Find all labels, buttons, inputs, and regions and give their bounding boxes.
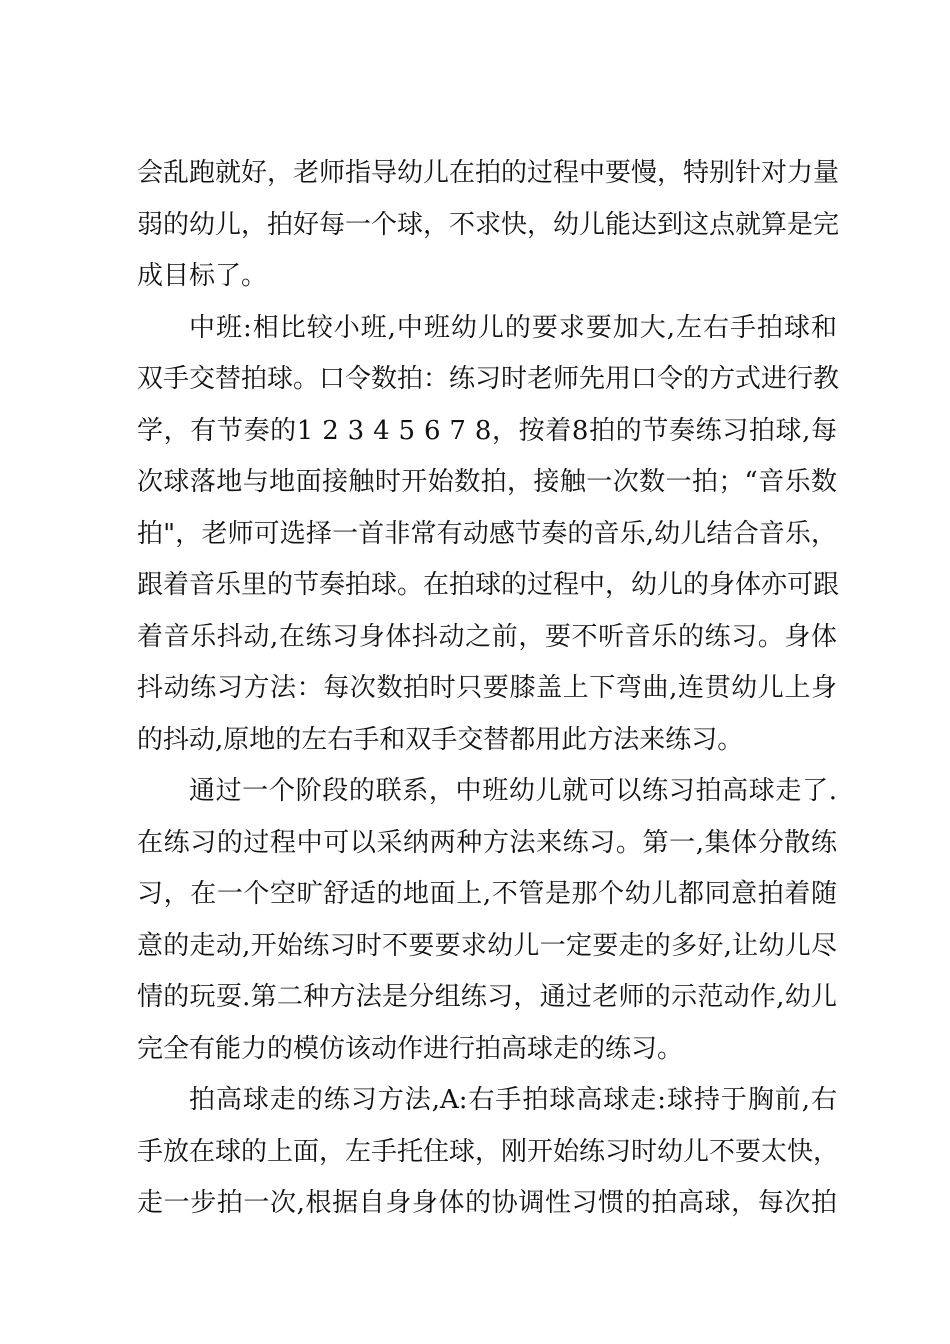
text-line: 着音乐抖动,在练习身体抖动之前，要不听音乐的练习。身体 <box>137 621 837 652</box>
text-line: 弱的幼儿，拍好每一个球，不求快，幼儿能达到这点就算是完 <box>137 209 840 240</box>
text-line: 手放在球的上面，左手托住球，刚开始练习时幼儿不要太快， <box>137 1136 840 1167</box>
text-line: 拍"，老师可选择一首非常有动感节奏的音乐,幼儿结合音乐， <box>137 518 837 549</box>
text-line: 通过一个阶段的联系，中班幼儿就可以练习拍高球走了. <box>189 776 837 806</box>
text-line: 抖动练习方法：每次数拍时只要膝盖上下弯曲,连贯幼儿上身 <box>137 673 837 703</box>
text-line: 双手交替拍球。口令数拍：练习时老师先用口令的方式进行教 <box>137 364 840 394</box>
paragraph <box>137 303 840 767</box>
document-body <box>137 148 840 1230</box>
paragraph <box>137 1075 840 1230</box>
text-line: 完全有能力的模仿该动作进行拍高球走的练习。 <box>137 1033 684 1064</box>
text-line: 跟着音乐里的节奏拍球。在拍球的过程中，幼儿的身体亦可跟 <box>137 570 840 600</box>
text-line: 拍高球走的练习方法,A:右手拍球高球走:球持于胸前,右 <box>189 1085 837 1115</box>
text-line: 走一步拍一次,根据自身身体的协调性习惯的拍高球，每次拍 <box>137 1188 837 1218</box>
text-line: 习，在一个空旷舒适的地面上,不管是那个幼儿都同意拍着随 <box>137 879 837 909</box>
text-line: 会乱跑就好，老师指导幼儿在拍的过程中要慢，特别针对力量 <box>137 158 840 188</box>
text-line: 学，有节奏的1 2 3 4 5 6 7 8，按着8拍的节奏练习拍球,每 <box>137 415 837 446</box>
text-line: 情的玩耍.第二种方法是分组练习，通过老师的示范动作,幼儿 <box>137 982 837 1012</box>
text-line: 的抖动,原地的左右手和双手交替都用此方法来练习。 <box>137 724 744 755</box>
text-line: 中班:相比较小班,中班幼儿的要求要加大,左右手拍球和 <box>189 312 837 343</box>
text-line: 成目标了。 <box>137 261 268 291</box>
text-line: 次球落地与地面接触时开始数拍，接触一次数一拍；“音乐数 <box>137 467 837 497</box>
text-line: 在练习的过程中可以采纳两种方法来练习。第一,集体分散练 <box>137 827 837 858</box>
paragraph <box>137 148 840 303</box>
text-line: 意的走动,开始练习时不要要求幼儿一定要走的多好,让幼儿尽 <box>137 930 837 961</box>
paragraph <box>137 766 837 1075</box>
